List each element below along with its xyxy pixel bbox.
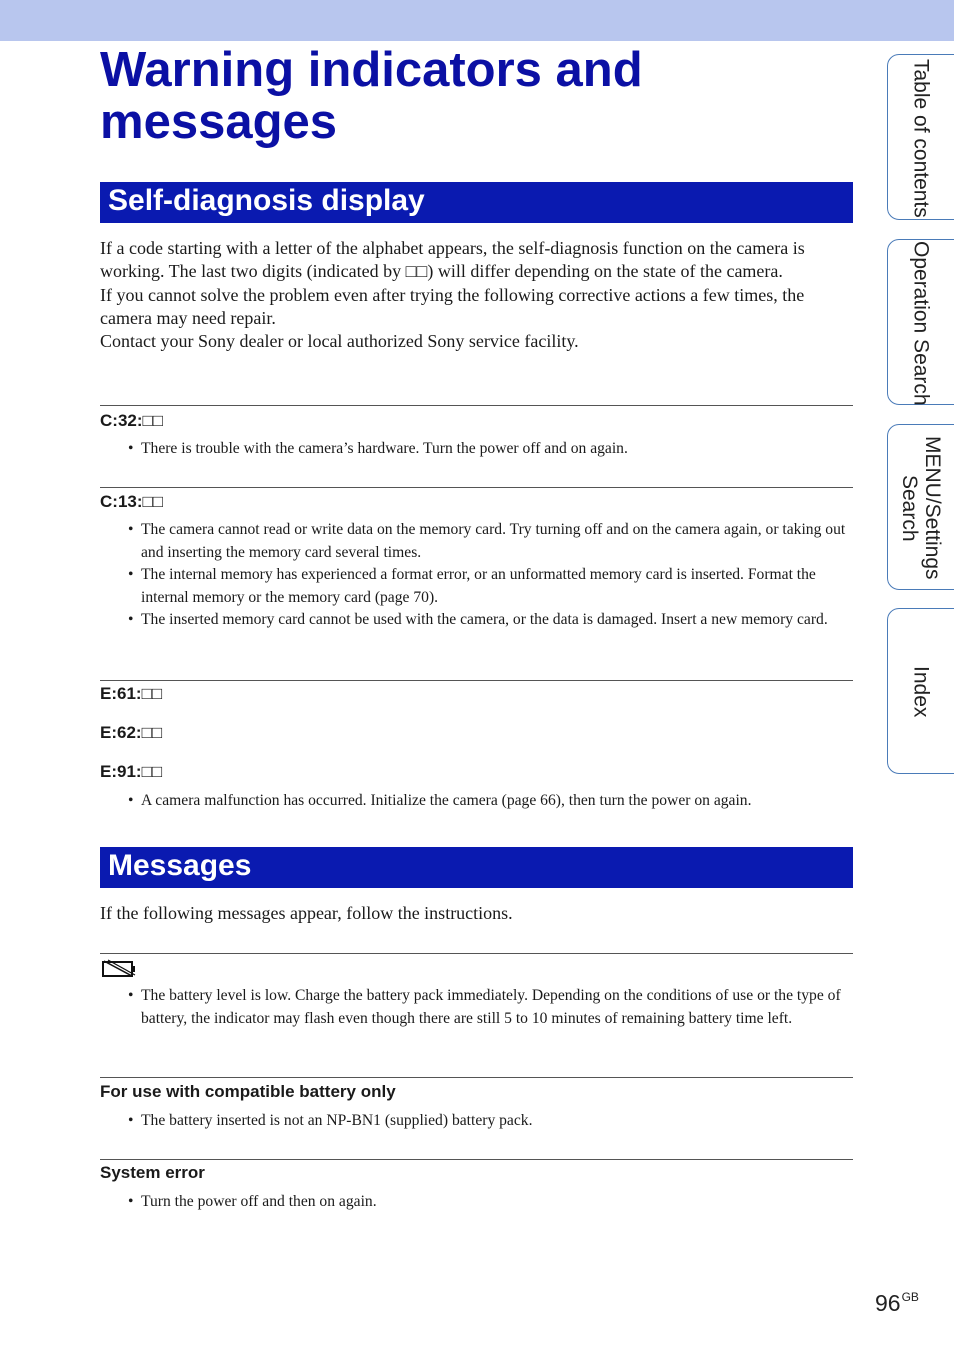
tab-label: Index: [909, 666, 933, 718]
message-title: System error: [100, 1163, 205, 1182]
self-diagnosis-intro: [100, 237, 853, 353]
list-item: • The battery inserted is not an NP-BN1 (supplied) battery pack.: [128, 1110, 854, 1133]
list-item: • The internal memory has experienced a format error, or an unformatted memory card is inserted. Format the internal memory or the memory card (page 70).: [128, 564, 854, 609]
top-band: [0, 0, 954, 41]
intro-paragraph: If you cannot solve the problem even after trying the following corrective actions a few times, the camera may need repair.: [100, 284, 805, 328]
error-code: C:13:□□: [100, 492, 164, 511]
section-heading-messages: Messages: [100, 847, 853, 888]
error-code: E:61:□□: [100, 684, 163, 703]
list-item: • The inserted memory card cannot be used with the camera, or the data is damaged. Insert a new memory card.: [128, 609, 854, 632]
page-number-suffix: GB: [901, 1290, 919, 1304]
bullet-list: [128, 1191, 854, 1214]
list-item: • A camera malfunction has occurred. Initialize the camera (page 66), then turn the power on again.: [128, 790, 854, 813]
intro-paragraph: Contact your Sony dealer or local authorized Sony service facility.: [100, 331, 579, 352]
divider: [100, 1159, 853, 1160]
low-battery-icon: [102, 959, 136, 978]
tab-index[interactable]: [887, 608, 954, 774]
page-title: Warning indicators and messages: [100, 43, 643, 149]
tab-menu-settings-search[interactable]: [887, 424, 954, 590]
list-item: • The battery level is low. Charge the battery pack immediately. Depending on the conditions of use or the type of battery, the indicator may flash even though there are still 5 to 10 minutes of remaining battery time left.: [128, 985, 854, 1030]
tab-label: MENU/Settings Search: [898, 436, 944, 580]
bullet-list: [128, 985, 854, 1030]
tab-label: Table of contents: [909, 58, 933, 218]
section-heading-self-diagnosis: Self-diagnosis display: [100, 182, 853, 223]
message-title: For use with compatible battery only: [100, 1082, 396, 1101]
divider: [100, 1077, 853, 1078]
tab-table-of-contents[interactable]: [887, 54, 954, 220]
error-code: E:62:□□: [100, 723, 163, 742]
bullet-list: [128, 438, 854, 461]
tab-label: Operation Search: [909, 240, 933, 406]
divider: [100, 487, 853, 488]
bullet-list: [128, 519, 854, 632]
divider: [100, 953, 853, 954]
intro-paragraph: If a code starting with a letter of the alphabet appears, the self-diagnosis function on the camera is working. The last two digits (indicated by □□) will differ depending on the state of the camera.: [100, 238, 805, 282]
page-number-value: 96: [875, 1290, 901, 1316]
page-number: [875, 1290, 919, 1317]
list-item: • Turn the power off and then on again.: [128, 1191, 854, 1214]
bullet-list: [128, 790, 854, 813]
error-code: C:32:□□: [100, 411, 164, 430]
list-item: • There is trouble with the camera’s hardware. Turn the power off and on again.: [128, 438, 854, 461]
messages-intro: If the following messages appear, follow the instructions.: [100, 903, 513, 923]
error-code: E:91:□□: [100, 762, 163, 781]
bullet-list: [128, 1110, 854, 1133]
list-item: • The camera cannot read or write data on the memory card. Try turning off and on the camera again, or taking out and inserting the memory card several times.: [128, 519, 854, 564]
divider: [100, 680, 853, 681]
tab-operation-search[interactable]: [887, 239, 954, 405]
divider: [100, 405, 853, 406]
